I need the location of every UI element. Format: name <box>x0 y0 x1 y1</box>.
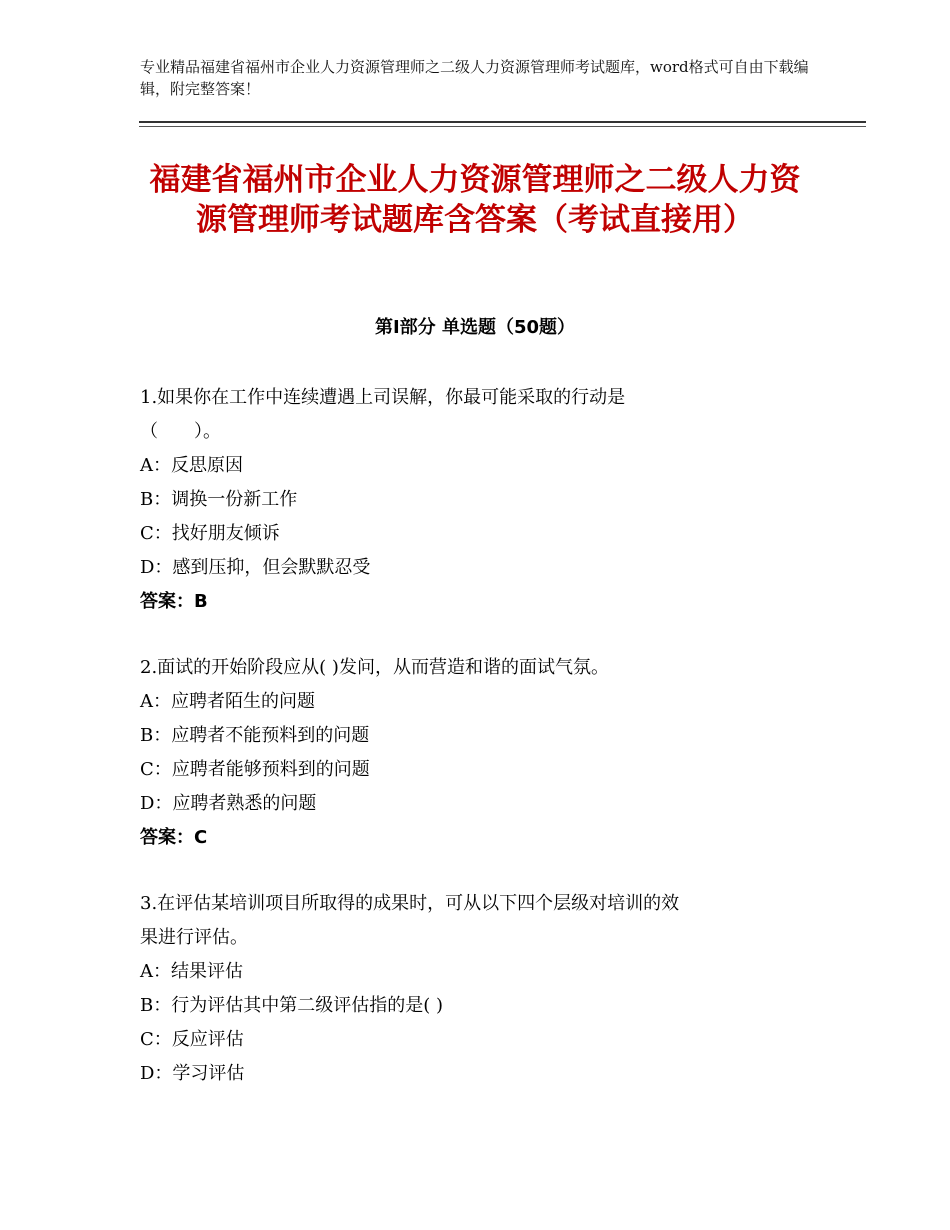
option-a: A：反思原因 <box>140 455 243 476</box>
question-stem: 3.在评估某培训项目所取得的成果时，可从以下四个层级对培训的效 <box>140 893 680 914</box>
answer: 答案：B <box>140 591 208 612</box>
question-stem: 2.面试的开始阶段应从( )发问，从而营造和谐的面试气氛。 <box>140 657 609 678</box>
answer: 答案：C <box>140 827 208 848</box>
document-title: 福建省福州市企业人力资源管理师之二级人力资源管理师考试题库含答案（考试直接用） <box>149 162 801 238</box>
header-rule-thin <box>139 126 866 127</box>
question-3 <box>140 887 810 1091</box>
option-b: B：调换一份新工作 <box>140 489 298 510</box>
option-b: B：应聘者不能预料到的问题 <box>140 725 370 746</box>
option-c: C：找好朋友倾诉 <box>140 523 280 544</box>
option-d: D：学习评估 <box>140 1063 245 1084</box>
question-2 <box>140 651 810 855</box>
header-note: 专业精品福建省福州市企业人力资源管理师之二级人力资源管理师考试题库，word格式可自由下载编辑，附完整答案！ <box>140 58 809 98</box>
option-c: C：反应评估 <box>140 1029 244 1050</box>
question-stem-continued: 果进行评估。 <box>140 927 248 948</box>
option-d: D：应聘者熟悉的问题 <box>140 793 317 814</box>
question-list <box>140 381 810 1123</box>
question-stem: 1.如果你在工作中连续遭遇上司误解，你最可能采取的行动是 <box>140 387 626 408</box>
section-title: 第Ⅰ部分 单选题（50题） <box>374 317 575 338</box>
option-a: A：结果评估 <box>140 961 243 982</box>
header-rule-thick <box>139 121 866 123</box>
question-1 <box>140 381 810 619</box>
option-d: D：感到压抑，但会默默忍受 <box>140 557 371 578</box>
option-c: C：应聘者能够预料到的问题 <box>140 759 370 780</box>
option-a: A：应聘者陌生的问题 <box>140 691 315 712</box>
question-stem-continued: （ ）。 <box>140 421 221 442</box>
option-b: B：行为评估其中第二级评估指的是( ) <box>140 995 443 1016</box>
